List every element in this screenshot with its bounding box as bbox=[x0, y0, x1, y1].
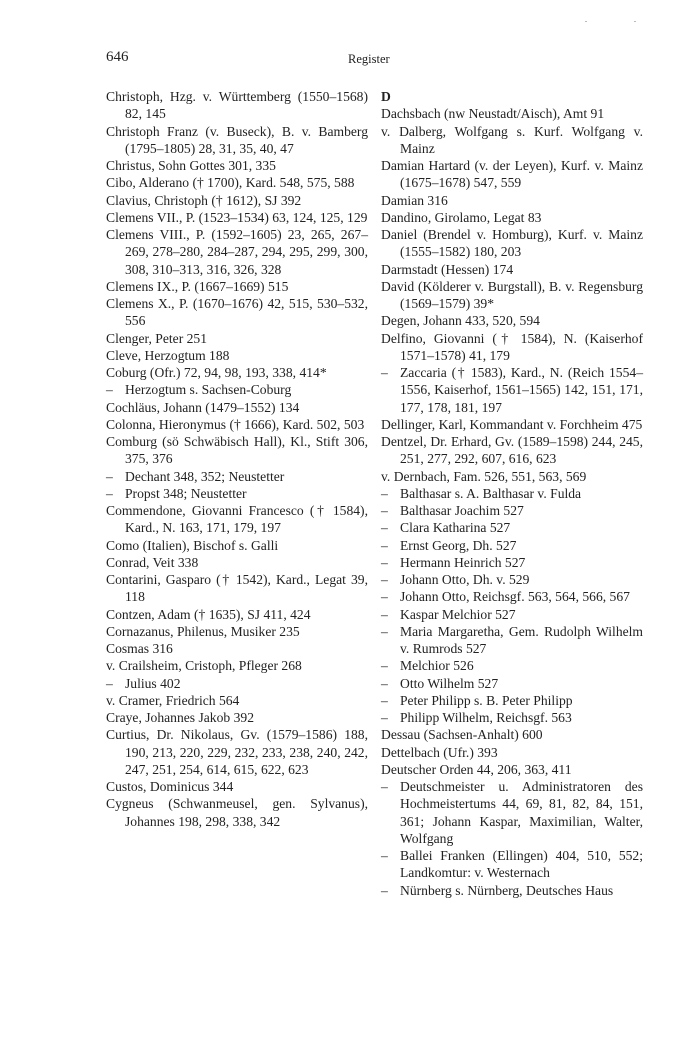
index-entry bbox=[106, 364, 368, 381]
entry-text: Johann Otto, Reichsgf. 563, 564, 566, 567 bbox=[400, 589, 630, 605]
index-subentry bbox=[381, 485, 643, 502]
index-subentry bbox=[381, 588, 643, 605]
entry-text: Philipp Wilhelm, Reichsgf. 563 bbox=[400, 710, 572, 725]
subentry-dash: – bbox=[381, 710, 388, 725]
entry-text: Cibo, Alderano († 1700), Kard. 548, 575, 588 bbox=[106, 175, 355, 191]
subentry-dash: – bbox=[106, 382, 113, 398]
page-number: 646 bbox=[106, 49, 129, 65]
entry-text: Clemens VIII., P. (1592–1605) 23, 265, 267–269, 278–280, 284–287, 294, 295, 299, 300, 308, 310–313, 316, 326, 328 bbox=[106, 227, 368, 277]
entry-text: Cleve, Herzogtum 188 bbox=[106, 347, 230, 363]
index-entry bbox=[381, 192, 643, 209]
index-subentry bbox=[106, 381, 368, 398]
subentry-dash: – bbox=[381, 658, 388, 674]
entry-text: Ernst Georg, Dh. 527 bbox=[400, 537, 517, 553]
scan-speck bbox=[634, 21, 636, 22]
index-entry bbox=[106, 795, 368, 830]
index-column-right bbox=[381, 88, 643, 899]
index-entry bbox=[381, 330, 643, 365]
entry-text: Commendone, Giovanni Francesco († 1584), Kard., N. 163, 171, 179, 197 bbox=[106, 503, 368, 536]
entry-text: Craye, Johannes Jakob 392 bbox=[106, 710, 254, 725]
entry-text: Johann Otto, Dh. v. 529 bbox=[400, 572, 530, 587]
index-entry bbox=[106, 295, 368, 330]
scan-speck bbox=[585, 21, 587, 22]
entry-text: Dellinger, Karl, Kommandant v. Forchheim 475 bbox=[381, 416, 643, 432]
entry-text: Balthasar Joachim 527 bbox=[400, 503, 524, 518]
index-entry bbox=[106, 571, 368, 606]
index-subentry bbox=[381, 606, 643, 623]
index-entry bbox=[106, 174, 368, 191]
entry-text: Cornazanus, Philenus, Musiker 235 bbox=[106, 623, 300, 639]
entry-text: Christoph, Hzg. v. Württemberg (1550–1568) 82, 145 bbox=[106, 89, 368, 122]
entry-text: Comburg (sö Schwäbisch Hall), Kl., Stift 306, 375, 376 bbox=[106, 434, 368, 467]
entry-text: Damian Hartard (v. der Leyen), Kurf. v. Mainz (1675–1678) 547, 559 bbox=[381, 158, 643, 191]
index-entry bbox=[106, 157, 368, 174]
index-subentry bbox=[106, 485, 368, 502]
subentry-dash: – bbox=[381, 675, 388, 691]
entry-text: Curtius, Dr. Nikolaus, Gv. (1579–1586) 188, 190, 213, 220, 229, 232, 233, 238, 240, 242, 247, 251, 254, 614, 615, 622, 623 bbox=[106, 727, 368, 777]
entry-text: Christus, Sohn Gottes 301, 335 bbox=[106, 158, 276, 173]
entry-text: Hermann Heinrich 527 bbox=[400, 554, 526, 570]
subentry-dash: – bbox=[381, 779, 388, 794]
index-entry bbox=[106, 330, 368, 347]
entry-text: Peter Philipp s. B. Peter Philipp bbox=[400, 692, 573, 708]
index-entry bbox=[106, 123, 368, 158]
index-entry bbox=[106, 209, 368, 226]
entry-text: Melchior 526 bbox=[400, 658, 474, 674]
index-entry bbox=[106, 657, 368, 674]
index-entry bbox=[106, 433, 368, 468]
subentry-dash: – bbox=[381, 882, 388, 898]
entry-text: Herzogtum s. Sachsen-Coburg bbox=[125, 382, 292, 398]
running-head: Register bbox=[348, 52, 390, 66]
entry-text: Degen, Johann 433, 520, 594 bbox=[381, 313, 540, 329]
subentry-dash: – bbox=[106, 675, 113, 691]
entry-text: v. Crailsheim, Cristoph, Pfleger 268 bbox=[106, 658, 302, 674]
index-entry bbox=[106, 709, 368, 726]
entry-text: Propst 348; Neustetter bbox=[125, 485, 247, 501]
letter-heading: D bbox=[381, 89, 391, 104]
index-entry bbox=[381, 157, 643, 192]
index-entry bbox=[106, 416, 368, 433]
index-entry bbox=[106, 623, 368, 640]
entry-text: Christoph Franz (v. Buseck), B. v. Bamberg (1795–1805) 28, 31, 35, 40, 47 bbox=[106, 123, 368, 156]
entry-text: Contzen, Adam († 1635), SJ 411, 424 bbox=[106, 606, 311, 622]
entry-text: Julius 402 bbox=[125, 675, 181, 691]
entry-text: Cosmas 316 bbox=[106, 641, 173, 656]
entry-text: Deutscher Orden 44, 206, 363, 411 bbox=[381, 761, 572, 777]
entry-text: Zaccaria († 1583), Kard., N. (Reich 1554–1556, Kaiserhof, 1561–1565) 142, 151, 171, 177, 178, 181, 197 bbox=[400, 365, 643, 415]
index-entry bbox=[381, 261, 643, 278]
entry-text: Darmstadt (Hessen) 174 bbox=[381, 261, 514, 277]
entry-text: Dentzel, Dr. Erhard, Gv. (1589–1598) 244, 245, 251, 277, 292, 607, 616, 623 bbox=[381, 434, 643, 467]
entry-text: Conrad, Veit 338 bbox=[106, 554, 199, 570]
index-subentry bbox=[106, 468, 368, 485]
index-entry bbox=[381, 744, 643, 761]
index-subentry bbox=[381, 623, 643, 658]
entry-text: Custos, Dominicus 344 bbox=[106, 779, 234, 794]
entry-text: Coburg (Ofr.) 72, 94, 98, 193, 338, 414* bbox=[106, 365, 327, 380]
index-entry bbox=[381, 209, 643, 226]
subentry-dash: – bbox=[381, 520, 388, 536]
index-subentry bbox=[381, 502, 643, 519]
subentry-dash: – bbox=[381, 589, 388, 605]
entry-text: Damian 316 bbox=[381, 192, 448, 208]
subentry-dash: – bbox=[381, 554, 388, 570]
entry-text: Kaspar Melchior 527 bbox=[400, 606, 516, 622]
entry-text: Dechant 348, 352; Neustetter bbox=[125, 468, 285, 484]
entry-text: Delfino, Giovanni († 1584), N. (Kaiserhof 1571–1578) 41, 179 bbox=[381, 330, 643, 363]
entry-text: Ballei Franken (Ellingen) 404, 510, 552; Landkomtur: v. Westernach bbox=[400, 848, 643, 881]
index-entry bbox=[381, 726, 643, 743]
index-entry bbox=[106, 88, 368, 123]
entry-text: Clenger, Peter 251 bbox=[106, 330, 208, 346]
index-entry bbox=[381, 416, 643, 433]
index-entry bbox=[381, 105, 643, 122]
subentry-dash: – bbox=[106, 468, 113, 484]
index-entry bbox=[106, 192, 368, 209]
entry-text: Nürnberg s. Nürnberg, Deutsches Haus bbox=[400, 882, 614, 898]
index-subentry bbox=[381, 554, 643, 571]
entry-text: Maria Margaretha, Gem. Rudolph Wilhelm v. Rumrods 527 bbox=[400, 623, 643, 656]
subentry-dash: – bbox=[106, 485, 113, 501]
index-entry bbox=[106, 606, 368, 623]
subentry-dash: – bbox=[381, 623, 388, 639]
subentry-dash: – bbox=[381, 848, 388, 863]
index-entry bbox=[106, 692, 368, 709]
entry-text: Cochläus, Johann (1479–1552) 134 bbox=[106, 399, 300, 415]
index-subentry bbox=[381, 778, 643, 847]
index-entry bbox=[106, 778, 368, 795]
index-subentry bbox=[381, 709, 643, 726]
index-entry bbox=[106, 502, 368, 537]
entry-text: Clara Katharina 527 bbox=[400, 520, 511, 536]
index-subentry bbox=[381, 847, 643, 882]
index-subentry bbox=[381, 675, 643, 692]
index-entry bbox=[381, 468, 643, 485]
entry-text: Dessau (Sachsen-Anhalt) 600 bbox=[381, 727, 543, 743]
subentry-dash: – bbox=[381, 537, 388, 553]
subentry-dash: – bbox=[381, 485, 388, 501]
entry-text: Dandino, Girolamo, Legat 83 bbox=[381, 209, 542, 225]
index-column-left bbox=[106, 88, 368, 830]
index-entry bbox=[106, 537, 368, 554]
index-entry bbox=[106, 640, 368, 657]
index-entry bbox=[381, 226, 643, 261]
entry-text: v. Dalberg, Wolfgang s. Kurf. Wolfgang v. Mainz bbox=[381, 123, 643, 156]
entry-text: Deutschmeister u. Administratoren des Hochmeistertums 44, 69, 81, 82, 84, 151, 361; Johann Kaspar, Maximilian, Walter, Wolfgang bbox=[400, 779, 643, 846]
index-subentry bbox=[381, 882, 643, 899]
index-subentry bbox=[381, 364, 643, 416]
index-subentry bbox=[381, 537, 643, 554]
subentry-dash: – bbox=[381, 572, 388, 587]
index-entry bbox=[106, 278, 368, 295]
entry-text: Cygneus (Schwanmeusel, gen. Sylvanus), Johannes 198, 298, 338, 342 bbox=[106, 796, 368, 829]
entry-text: Balthasar s. A. Balthasar v. Fulda bbox=[400, 485, 582, 501]
index-entry bbox=[381, 123, 643, 158]
index-subentry bbox=[381, 692, 643, 709]
entry-text: David (Kölderer v. Burgstall), B. v. Regensburg (1569–1579) 39* bbox=[381, 278, 643, 311]
entry-text: v. Dernbach, Fam. 526, 551, 563, 569 bbox=[381, 468, 587, 484]
entry-text: Dachsbach (nw Neustadt/Aisch), Amt 91 bbox=[381, 106, 605, 122]
subentry-dash: – bbox=[381, 606, 388, 622]
entry-text: Como (Italien), Bischof s. Galli bbox=[106, 537, 279, 553]
index-subentry bbox=[106, 675, 368, 692]
subentry-dash: – bbox=[381, 503, 388, 518]
entry-text: Contarini, Gasparo († 1542), Kard., Legat 39, 118 bbox=[106, 572, 368, 605]
index-subentry bbox=[381, 657, 643, 674]
entry-text: Clemens IX., P. (1667–1669) 515 bbox=[106, 278, 289, 294]
entry-text: v. Cramer, Friedrich 564 bbox=[106, 692, 240, 708]
index-entry bbox=[381, 312, 643, 329]
index-entry bbox=[106, 554, 368, 571]
subentry-dash: – bbox=[381, 692, 388, 708]
entry-text: Clavius, Christoph († 1612), SJ 392 bbox=[106, 192, 302, 208]
entry-text: Dettelbach (Ufr.) 393 bbox=[381, 744, 498, 760]
index-subentry bbox=[381, 519, 643, 536]
index-subentry bbox=[381, 571, 643, 588]
index-entry bbox=[106, 399, 368, 416]
entry-text: Colonna, Hieronymus († 1666), Kard. 502, 503 bbox=[106, 416, 365, 432]
entry-text: Otto Wilhelm 527 bbox=[400, 675, 499, 691]
index-entry bbox=[106, 226, 368, 278]
entry-text: Clemens VII., P. (1523–1534) 63, 124, 125, 129 bbox=[106, 209, 368, 225]
subentry-dash: – bbox=[381, 365, 388, 380]
index-entry bbox=[106, 347, 368, 364]
entry-text: Daniel (Brendel v. Homburg), Kurf. v. Mainz (1555–1582) 180, 203 bbox=[381, 227, 643, 260]
entry-text: Clemens X., P. (1670–1676) 42, 515, 530–532, 556 bbox=[106, 296, 368, 329]
index-entry bbox=[381, 761, 643, 778]
index-entry bbox=[381, 278, 643, 313]
index-entry bbox=[106, 726, 368, 778]
index-entry bbox=[381, 433, 643, 468]
